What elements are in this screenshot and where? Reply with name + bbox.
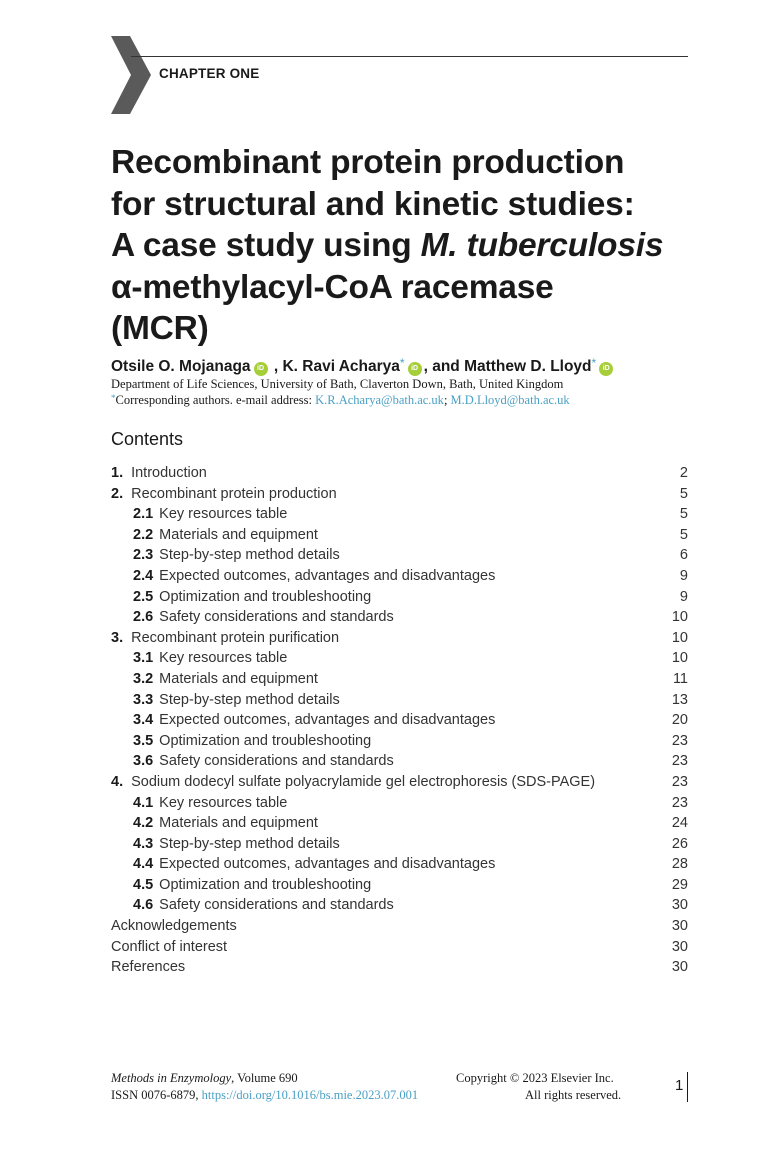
toc-entry-number: 1. xyxy=(111,465,124,481)
toc-entry-number: 3.2 xyxy=(133,670,154,687)
toc-entry[interactable] xyxy=(111,937,688,958)
toc-entry[interactable] xyxy=(111,957,688,978)
toc-entry-page: 11 xyxy=(672,670,688,687)
toc-entry[interactable] xyxy=(111,895,688,916)
toc-entry-number: 4.4 xyxy=(133,856,154,873)
title-line-4: α-methylacyl-CoA racemase xyxy=(111,268,554,306)
toc-entry-number: 4.2 xyxy=(133,815,154,832)
table-of-contents xyxy=(111,463,688,978)
article-title xyxy=(111,142,701,350)
chapter-top-rule xyxy=(131,56,688,57)
toc-entry-page: 13 xyxy=(671,691,688,708)
title-organism: M. tuberculosis xyxy=(420,227,664,264)
toc-entry-page: 10 xyxy=(671,609,688,626)
toc-entry[interactable] xyxy=(111,484,688,505)
journal-volume: , Volume 690 xyxy=(231,1071,298,1085)
toc-entry[interactable] xyxy=(111,834,688,855)
toc-entry[interactable] xyxy=(111,772,688,793)
toc-entry[interactable] xyxy=(111,710,688,731)
toc-entry-page: 29 xyxy=(671,876,688,893)
corresponding-asterisk: * xyxy=(399,356,405,370)
title-line-2: for structural and kinetic studies: xyxy=(111,185,635,223)
toc-entry-title: Expected outcomes, advantages and disadvantages xyxy=(159,856,496,873)
toc-entry[interactable] xyxy=(111,875,688,896)
toc-entry-title: Materials and equipment xyxy=(159,526,318,543)
toc-entry[interactable] xyxy=(111,587,688,608)
toc-entry-page: 30 xyxy=(671,938,688,955)
toc-entry-page: 23 xyxy=(671,773,688,790)
toc-entry-number: 2.3 xyxy=(133,547,154,564)
toc-entry[interactable] xyxy=(111,628,688,649)
corresponding-authors xyxy=(111,393,570,408)
email-separator: ; xyxy=(443,393,451,407)
toc-entry-title: Safety considerations and standards xyxy=(159,897,394,914)
orcid-icon[interactable]: iD xyxy=(254,362,268,376)
toc-entry-page: 9 xyxy=(679,588,688,605)
toc-entry-page: 6 xyxy=(679,547,688,564)
toc-entry-title: Safety considerations and standards xyxy=(159,753,394,770)
toc-entry-number: 4.6 xyxy=(133,897,154,914)
contents-heading: Contents xyxy=(111,429,184,449)
toc-entry-page: 30 xyxy=(671,918,688,935)
toc-entry[interactable] xyxy=(111,751,688,772)
toc-entry[interactable] xyxy=(111,648,688,669)
author-mojanaga: Otsile O. Mojanaga xyxy=(111,358,251,375)
toc-entry-number: 2.5 xyxy=(133,588,154,605)
author-list xyxy=(111,356,615,376)
toc-entry-page: 23 xyxy=(671,794,688,811)
toc-entry[interactable] xyxy=(111,854,688,875)
toc-entry-number: 4.5 xyxy=(133,876,154,893)
title-line-3-prefix: A case study using xyxy=(111,227,421,264)
toc-entry-page: 2 xyxy=(679,465,688,481)
toc-entry-title: Expected outcomes, advantages and disadvantages xyxy=(159,567,496,584)
author-lloyd: Matthew D. Lloyd xyxy=(464,358,592,375)
affiliation: Department of Life Sciences, University of Bath, Claverton Down, Bath, United Kingdom xyxy=(111,377,564,391)
toc-entry-page: 5 xyxy=(679,506,688,523)
toc-entry[interactable] xyxy=(111,504,688,525)
toc-entry-page: 5 xyxy=(679,526,688,543)
toc-entry-title: Sodium dodecyl sulfate polyacrylamide gel electrophoresis (SDS-PAGE) xyxy=(131,773,596,790)
email-link-acharya[interactable]: K.R.Acharya@bath.ac.uk xyxy=(315,393,444,407)
toc-entry-number: 3.6 xyxy=(133,753,154,770)
toc-entry-number: 3.1 xyxy=(133,650,154,667)
corresponding-asterisk: * xyxy=(591,356,597,370)
toc-entry-title: Step-by-step method details xyxy=(159,691,340,708)
toc-entry-title: Key resources table xyxy=(159,794,288,811)
toc-entry[interactable] xyxy=(111,793,688,814)
toc-entry-page: 10 xyxy=(671,629,688,646)
toc-entry[interactable] xyxy=(111,525,688,546)
orcid-icon[interactable]: iD xyxy=(408,362,422,376)
toc-entry-page: 26 xyxy=(671,835,688,852)
toc-entry-number: 2.1 xyxy=(133,506,154,523)
toc-entry-title: Optimization and troubleshooting xyxy=(159,732,372,749)
toc-entry-title: Acknowledgements xyxy=(111,918,237,935)
toc-entry[interactable] xyxy=(111,463,688,484)
toc-entry-page: 23 xyxy=(671,753,688,770)
toc-entry-title: Key resources table xyxy=(159,650,288,667)
chapter-chevron-marker xyxy=(111,36,151,114)
toc-entry-page: 23 xyxy=(671,732,688,749)
title-line-1: Recombinant protein production xyxy=(111,144,625,181)
toc-entry-page: 30 xyxy=(671,897,688,914)
toc-entry-title: References xyxy=(111,959,186,976)
toc-entry-page: 28 xyxy=(671,856,688,873)
author-separator-1: , xyxy=(269,358,283,375)
orcid-icon[interactable]: iD xyxy=(599,362,613,376)
toc-entry-title: Materials and equipment xyxy=(159,815,318,832)
title-line-3 xyxy=(111,225,701,267)
toc-entry[interactable] xyxy=(111,916,688,937)
toc-entry-number: 4.1 xyxy=(133,794,154,811)
toc-entry-page: 10 xyxy=(671,650,688,667)
toc-entry[interactable] xyxy=(111,690,688,711)
toc-entry-title: Optimization and troubleshooting xyxy=(159,876,372,893)
author-acharya: K. Ravi Acharya xyxy=(282,358,400,375)
toc-entry-title: Introduction xyxy=(131,465,207,481)
toc-entry-title: Recombinant protein purification xyxy=(131,629,340,646)
toc-entry[interactable] xyxy=(111,607,688,628)
footer-copyright: Copyright © 2023 Elsevier Inc. xyxy=(456,1071,614,1085)
toc-entry-number: 3. xyxy=(111,629,124,646)
footer-journal xyxy=(111,1071,298,1086)
footer-issn xyxy=(111,1088,418,1103)
author-separator-2: , and xyxy=(423,358,465,375)
corresponding-text: Corresponding authors. e-mail address: xyxy=(115,393,316,407)
toc-entry-number: 3.4 xyxy=(133,712,154,729)
toc-entry-number: 2.2 xyxy=(133,526,154,543)
toc-entry-title: Step-by-step method details xyxy=(159,835,340,852)
title-line-5: (MCR) xyxy=(111,310,209,347)
toc-entry[interactable] xyxy=(111,545,688,566)
page-number: 1 xyxy=(675,1077,684,1094)
toc-entry[interactable] xyxy=(111,566,688,587)
chapter-label: CHAPTER ONE xyxy=(159,66,260,81)
toc-entry[interactable] xyxy=(111,731,688,752)
toc-entry-number: 3.3 xyxy=(133,691,154,708)
toc-entry[interactable] xyxy=(111,813,688,834)
toc-entry-title: Safety considerations and standards xyxy=(159,609,394,626)
footer-rights: All rights reserved. xyxy=(525,1088,622,1102)
toc-entry-title: Materials and equipment xyxy=(159,670,318,687)
toc-entry-page: 24 xyxy=(671,815,688,832)
toc-entry-title: Step-by-step method details xyxy=(159,547,340,564)
toc-entry-number: 2.6 xyxy=(133,609,154,626)
toc-entry-number: 4.3 xyxy=(133,835,154,852)
issn-text: ISSN 0076-6879, xyxy=(111,1088,202,1102)
toc-entry-page: 30 xyxy=(671,959,688,976)
toc-entry-title: Recombinant protein production xyxy=(131,485,337,502)
toc-entry-number: 3.5 xyxy=(133,732,154,749)
corresponding-marker: * xyxy=(111,393,116,403)
toc-entry-title: Key resources table xyxy=(159,506,288,523)
toc-entry[interactable] xyxy=(111,669,688,690)
doi-link[interactable]: https://doi.org/10.1016/bs.mie.2023.07.001 xyxy=(201,1088,419,1102)
email-link-lloyd[interactable]: M.D.Lloyd@bath.ac.uk xyxy=(450,393,570,407)
toc-entry-title: Expected outcomes, advantages and disadvantages xyxy=(159,712,496,729)
journal-name: Methods in Enzymology xyxy=(111,1071,232,1085)
toc-entry-page: 9 xyxy=(679,567,688,584)
toc-entry-page: 5 xyxy=(679,485,688,502)
toc-entry-number: 2.4 xyxy=(133,567,154,584)
page-number-rule xyxy=(687,1072,688,1102)
toc-entry-title: Optimization and troubleshooting xyxy=(159,588,372,605)
toc-entry-number: 2. xyxy=(111,485,124,502)
toc-entry-number: 4. xyxy=(111,773,124,790)
toc-entry-page: 20 xyxy=(671,712,688,729)
toc-entry-title: Conflict of interest xyxy=(111,938,228,955)
